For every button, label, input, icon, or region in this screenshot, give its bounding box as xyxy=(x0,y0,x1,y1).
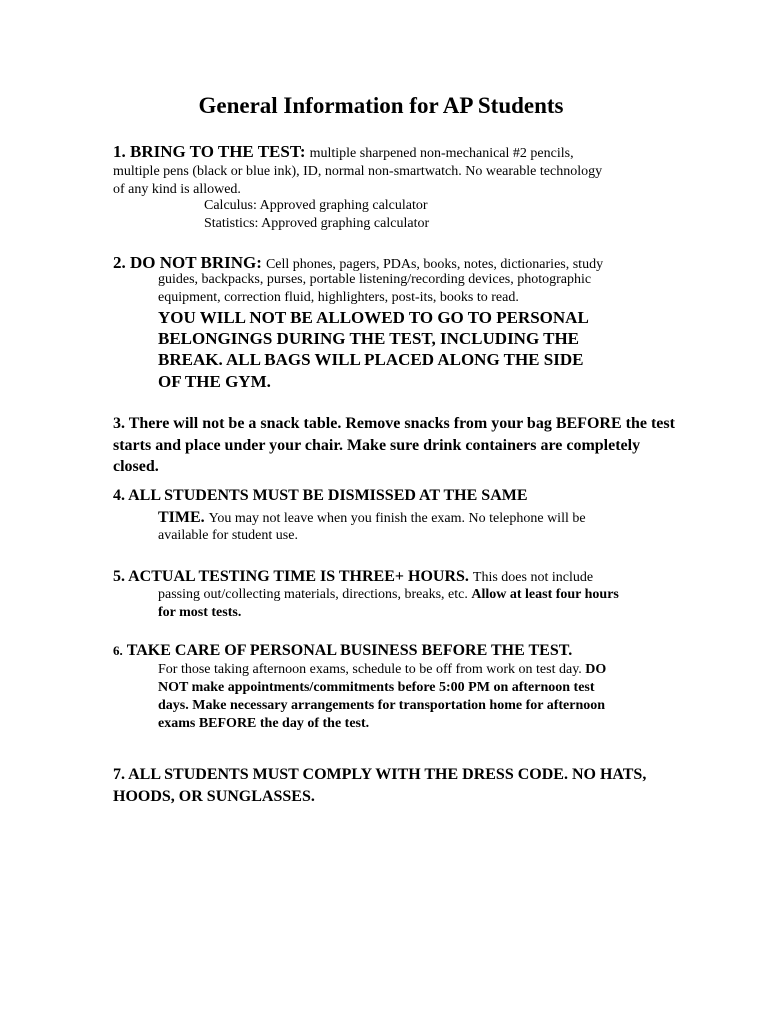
section-7-line-1: 7. ALL STUDENTS MUST COMPLY WITH THE DRESS CODE. NO HATS, xyxy=(113,766,647,783)
section-4-time: TIME. xyxy=(158,509,205,526)
section-2-warning-4: OF THE GYM. xyxy=(158,372,271,391)
section-5-text-2: passing out/collecting materials, directions, breaks, etc. xyxy=(158,587,468,602)
section-4-text: You may not leave when you finish the exam. No telephone will be xyxy=(208,511,586,526)
statistics-calculator-note: Statistics: Approved graphing calculator xyxy=(204,216,430,231)
section-4-line-1 xyxy=(158,509,586,527)
section-5-heading: 5. ACTUAL TESTING TIME IS THREE+ HOURS. xyxy=(113,568,469,585)
section-6-bold-1: DO xyxy=(585,662,607,677)
section-3-line-2: starts and place under your chair. Make sure drink containers are completely xyxy=(113,437,641,454)
section-5-bold-2: for most tests. xyxy=(158,605,242,620)
section-6-heading: TAKE CARE OF PERSONAL BUSINESS BEFORE THE TEST. xyxy=(126,642,573,659)
section-5-line-2 xyxy=(158,587,619,603)
page-title: General Information for AP Students xyxy=(198,93,564,118)
section-3-line-3: closed. xyxy=(113,458,159,475)
section-2-first-line xyxy=(113,253,603,273)
section-4-heading: 4. ALL STUDENTS MUST BE DISMISSED AT THE SAME xyxy=(113,487,528,504)
section-2-warning-1: YOU WILL NOT BE ALLOWED TO GO TO PERSONAL xyxy=(158,308,589,327)
section-6-line-1 xyxy=(158,662,606,678)
section-1-text: multiple sharpened non-mechanical #2 pencils, xyxy=(309,146,574,161)
section-6-number: 6. xyxy=(113,643,123,658)
section-1-heading: 1. BRING TO THE TEST: xyxy=(113,142,306,161)
section-1-line-3: of any kind is allowed. xyxy=(113,182,241,197)
section-5-bold-1: Allow at least four hours xyxy=(471,587,619,602)
section-6-bold-4: exams BEFORE the day of the test. xyxy=(158,716,370,731)
section-2-line-3: equipment, correction fluid, highlighters, post-its, books to read. xyxy=(158,290,519,305)
section-1-line-2: multiple pens (black or blue ink), ID, normal non-smartwatch. No wearable technology xyxy=(113,164,603,179)
section-1-first-line xyxy=(113,142,574,162)
section-4-line-2: available for student use. xyxy=(158,528,298,543)
calculus-calculator-note: Calculus: Approved graphing calculator xyxy=(204,198,428,213)
section-6-first-line xyxy=(113,642,572,660)
section-6-bold-3: days. Make necessary arrangements for transportation home for afternoon xyxy=(158,698,606,713)
section-2-warning-2: BELONGINGS DURING THE TEST, INCLUDING THE xyxy=(158,329,580,348)
section-3-line-1: 3. There will not be a snack table. Remove snacks from your bag BEFORE the test xyxy=(113,415,675,432)
section-6-text: For those taking afternoon exams, schedule to be off from work on test day. xyxy=(158,662,582,677)
section-6-bold-2: NOT make appointments/commitments before 5:00 PM on afternoon test xyxy=(158,680,595,695)
section-5-first-line xyxy=(113,568,593,586)
section-5-text: This does not include xyxy=(472,570,594,585)
section-2-heading: 2. DO NOT BRING: xyxy=(113,253,262,272)
section-2-text: Cell phones, pagers, PDAs, books, notes, dictionaries, study xyxy=(265,257,604,272)
section-7-line-2: HOODS, OR SUNGLASSES. xyxy=(113,788,315,805)
section-2-warning-3: BREAK. ALL BAGS WILL PLACED ALONG THE SIDE xyxy=(158,350,584,369)
section-2-line-2: guides, backpacks, purses, portable listening/recording devices, photographic xyxy=(158,272,592,287)
